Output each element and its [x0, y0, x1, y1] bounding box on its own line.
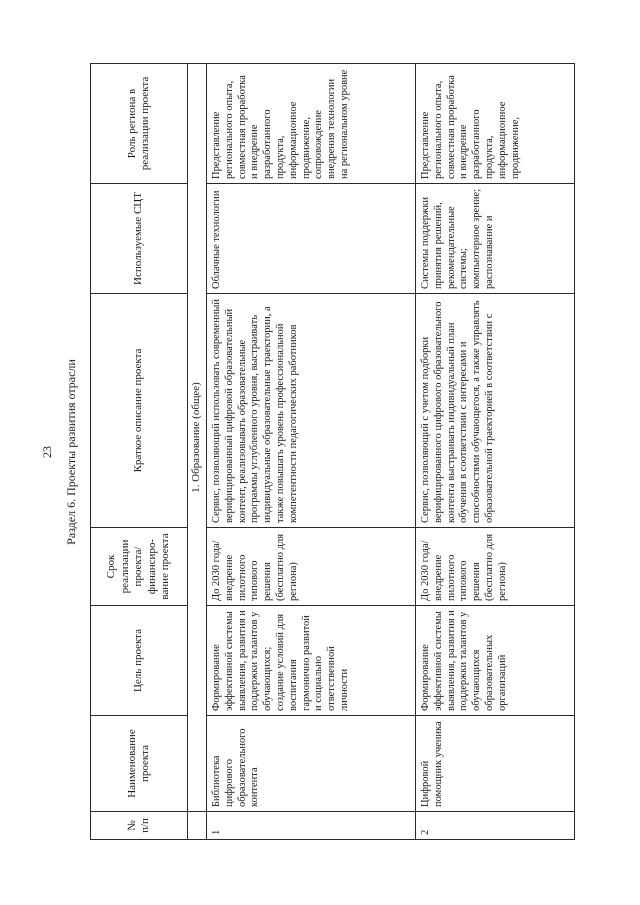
- subsection-row: [188, 64, 207, 840]
- column-header-goal: Цель проекта: [91, 606, 188, 716]
- project-description: Сервис, позволяющий использовать современный верифицированный цифровой образовательный контент, реализовывать образовательные программы углубленного уровня, выстраивать индивидуальные образовательные траектории, а также повышать уровень профессиональной компетентности педагогических работников: [207, 294, 416, 528]
- project-role: Представление регионального опыта, совместная проработка и внедрение разработанного продукта, информационное продвижение, сопровождение внедрения технологии на региональном уровне: [207, 64, 416, 184]
- column-header-name: Наименование проекта: [91, 716, 188, 812]
- row-number: 1: [207, 812, 416, 840]
- project-tech: Системы поддержки принятия решений, рекомендательные системы; компьютерное зрение; распознавание и: [416, 184, 575, 294]
- subsection-title: 1. Образование (общее): [188, 64, 207, 812]
- column-header-tech: Используемые СЦТ: [91, 184, 188, 294]
- project-term: До 2030 года/ внедрение пилотного типового решения (бесплатно для региона): [207, 528, 416, 606]
- table-row: [416, 64, 575, 840]
- page-number: 23: [40, 446, 54, 458]
- project-description: Сервис, позволяющий с учетом подборки верифицированного цифрового образовательного контента выстраивать индивидуальный план обучения в соответствии с интересами и способностями обучающегося, а также управлять образовательной траекторией в соответствии с: [416, 294, 575, 528]
- project-name: Цифровой помощник ученика: [416, 716, 575, 812]
- project-goal: Формирование эффективной системы выявления, развития и поддержки талантов у обучающихся; создание условий для воспитания гармонично развитой и социально ответственной личности: [207, 606, 416, 716]
- column-header-term: Срок реализации проекта/ финансиро- вание проекта: [91, 528, 188, 606]
- column-header-description: Краткое описание проекта: [91, 294, 188, 528]
- section-title: Раздел 6. Проекты развития отрасли: [64, 359, 78, 545]
- project-tech: Облачные технологии: [207, 184, 416, 294]
- project-term: До 2030 года/ внедрение пилотного типового решения (бесплатно для региона): [416, 528, 575, 606]
- projects-table: [90, 63, 575, 840]
- table-header-row: [91, 64, 188, 840]
- column-header-number: № п/п: [91, 812, 188, 840]
- project-name: Библиотека цифрового образовательного контента: [207, 716, 416, 812]
- project-role: Представление регионального опыта, совместная проработка и внедрение разработанного продукта, информационное продвижение,: [416, 64, 575, 184]
- table-row: [207, 64, 416, 840]
- column-header-role: Роль региона в реализации проекта: [91, 64, 188, 184]
- row-number: 2: [416, 812, 575, 840]
- project-goal: Формирование эффективной системы выявления, развития и поддержки талантов у обучающихся образовательных организаций: [416, 606, 575, 716]
- rotated-page-content: [38, 44, 598, 860]
